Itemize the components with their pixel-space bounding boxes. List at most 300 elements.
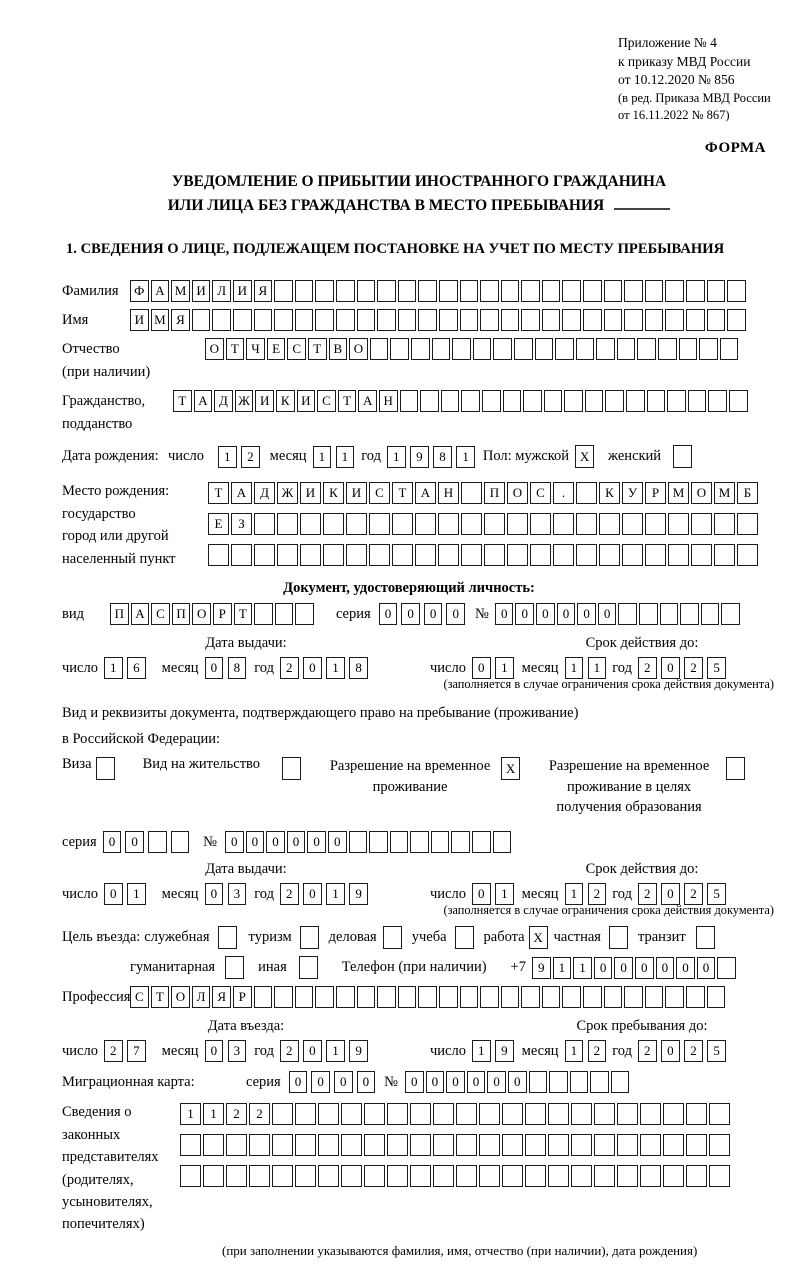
form-cell[interactable]: С — [317, 390, 336, 412]
form-cell[interactable] — [439, 280, 458, 302]
form-cell[interactable]: 0 — [357, 1071, 376, 1093]
form-cell[interactable]: Т — [151, 986, 170, 1008]
form-cell[interactable] — [433, 1103, 454, 1125]
form-cell[interactable]: 2 — [280, 1040, 299, 1062]
stay-month[interactable] — [565, 1040, 607, 1062]
form-cell[interactable] — [357, 280, 376, 302]
residence-valid-year[interactable] — [638, 883, 726, 905]
form-cell[interactable]: А — [194, 390, 213, 412]
form-cell[interactable]: П — [172, 603, 191, 625]
form-cell[interactable] — [432, 338, 451, 360]
form-cell[interactable] — [576, 544, 597, 566]
form-cell[interactable] — [549, 1071, 568, 1093]
form-cell[interactable]: 0 — [103, 831, 122, 853]
temp-residence-checkbox[interactable] — [501, 757, 520, 780]
form-cell[interactable]: Е — [267, 338, 286, 360]
visa-checkbox[interactable] — [96, 757, 115, 780]
form-cell[interactable]: И — [192, 280, 211, 302]
form-cell[interactable]: А — [415, 482, 436, 504]
form-cell[interactable] — [521, 280, 540, 302]
form-cell[interactable]: А — [358, 390, 377, 412]
form-cell[interactable]: 0 — [303, 1040, 322, 1062]
form-cell[interactable] — [336, 280, 355, 302]
form-cell[interactable]: 0 — [661, 1040, 680, 1062]
form-cell[interactable]: 0 — [577, 603, 596, 625]
form-cell[interactable]: Д — [254, 482, 275, 504]
form-cell[interactable]: 0 — [426, 1071, 445, 1093]
form-cell[interactable] — [686, 986, 705, 1008]
form-cell[interactable]: 0 — [266, 831, 285, 853]
form-cell[interactable] — [679, 338, 698, 360]
form-cell[interactable]: 0 — [446, 1071, 465, 1093]
form-cell[interactable] — [542, 309, 561, 331]
birth-month-boxes[interactable] — [313, 446, 355, 468]
form-cell[interactable] — [484, 544, 505, 566]
form-cell[interactable]: М — [668, 482, 689, 504]
form-cell[interactable] — [590, 1071, 609, 1093]
form-cell[interactable] — [275, 603, 294, 625]
form-cell[interactable] — [663, 1134, 684, 1156]
birth-place-row2-boxes[interactable] — [208, 513, 758, 535]
form-cell[interactable] — [640, 1134, 661, 1156]
form-cell[interactable] — [392, 513, 413, 535]
form-cell[interactable] — [410, 1134, 431, 1156]
form-cell[interactable] — [300, 513, 321, 535]
form-cell[interactable]: 0 — [594, 957, 613, 979]
sex-male-checkbox[interactable] — [575, 445, 594, 468]
form-cell[interactable]: Р — [233, 986, 252, 1008]
form-cell[interactable] — [624, 986, 643, 1008]
form-cell[interactable] — [272, 1103, 293, 1125]
form-cell[interactable] — [645, 309, 664, 331]
form-cell[interactable] — [410, 1103, 431, 1125]
form-cell[interactable] — [529, 1071, 548, 1093]
form-cell[interactable] — [208, 544, 229, 566]
form-cell[interactable] — [594, 1165, 615, 1187]
form-cell[interactable]: 2 — [104, 1040, 123, 1062]
form-cell[interactable]: В — [329, 338, 348, 360]
form-cell[interactable]: 1 — [565, 883, 584, 905]
form-cell[interactable]: 1 — [326, 883, 345, 905]
form-cell[interactable]: 2 — [588, 1040, 607, 1062]
form-cell[interactable] — [369, 544, 390, 566]
form-cell[interactable] — [562, 309, 581, 331]
form-cell[interactable] — [618, 603, 637, 625]
form-cell[interactable]: 0 — [635, 957, 654, 979]
form-cell[interactable]: 0 — [125, 831, 144, 853]
form-cell[interactable] — [553, 513, 574, 535]
form-cell[interactable]: 0 — [472, 657, 491, 679]
form-cell[interactable] — [645, 513, 666, 535]
form-cell[interactable] — [611, 1071, 630, 1093]
stay-day[interactable] — [472, 1040, 514, 1062]
form-cell[interactable] — [640, 1165, 661, 1187]
form-cell[interactable] — [501, 280, 520, 302]
form-cell[interactable] — [295, 986, 314, 1008]
form-cell[interactable]: 2 — [280, 657, 299, 679]
form-cell[interactable] — [553, 544, 574, 566]
purpose-transit-checkbox[interactable] — [696, 926, 715, 949]
form-cell[interactable] — [737, 544, 758, 566]
form-cell[interactable] — [295, 280, 314, 302]
form-cell[interactable] — [420, 390, 439, 412]
doc-number-boxes[interactable] — [495, 603, 740, 625]
form-cell[interactable] — [461, 544, 482, 566]
stay-year[interactable] — [638, 1040, 726, 1062]
form-cell[interactable] — [507, 513, 528, 535]
form-cell[interactable] — [562, 986, 581, 1008]
form-cell[interactable] — [451, 831, 470, 853]
form-cell[interactable]: 0 — [205, 883, 224, 905]
purpose-humanitarian-checkbox[interactable] — [225, 956, 244, 979]
form-cell[interactable]: И — [233, 280, 252, 302]
form-cell[interactable] — [507, 544, 528, 566]
form-cell[interactable] — [277, 544, 298, 566]
form-cell[interactable]: 0 — [598, 603, 617, 625]
form-cell[interactable]: 0 — [334, 1071, 353, 1093]
form-cell[interactable]: Р — [645, 482, 666, 504]
patronymic-boxes[interactable] — [205, 338, 738, 360]
form-cell[interactable]: Т — [338, 390, 357, 412]
form-cell[interactable] — [502, 1103, 523, 1125]
form-cell[interactable] — [479, 1103, 500, 1125]
form-cell[interactable] — [295, 603, 314, 625]
form-cell[interactable] — [357, 309, 376, 331]
doc-valid-year[interactable] — [638, 657, 726, 679]
form-cell[interactable] — [714, 513, 735, 535]
form-cell[interactable] — [686, 1165, 707, 1187]
form-cell[interactable] — [415, 544, 436, 566]
form-cell[interactable]: М — [171, 280, 190, 302]
birth-place-row1-boxes[interactable] — [208, 482, 758, 504]
form-cell[interactable]: 0 — [614, 957, 633, 979]
form-cell[interactable]: 1 — [313, 446, 332, 468]
form-cell[interactable] — [709, 1134, 730, 1156]
form-cell[interactable] — [503, 390, 522, 412]
form-cell[interactable] — [390, 831, 409, 853]
form-cell[interactable]: 0 — [515, 603, 534, 625]
form-cell[interactable]: 1 — [565, 1040, 584, 1062]
form-cell[interactable] — [461, 482, 482, 504]
form-cell[interactable] — [272, 1165, 293, 1187]
doc-valid-day[interactable] — [472, 657, 514, 679]
form-cell[interactable]: 0 — [303, 883, 322, 905]
form-cell[interactable] — [727, 280, 746, 302]
migration-series-boxes[interactable] — [289, 1071, 375, 1093]
form-cell[interactable] — [225, 956, 244, 979]
entry-day[interactable] — [104, 1040, 146, 1062]
form-cell[interactable] — [390, 338, 409, 360]
form-cell[interactable] — [226, 1134, 247, 1156]
residence-permit-checkbox[interactable] — [282, 757, 301, 780]
form-cell[interactable]: Д — [214, 390, 233, 412]
form-cell[interactable] — [680, 603, 699, 625]
form-cell[interactable] — [212, 309, 231, 331]
form-cell[interactable] — [544, 390, 563, 412]
form-cell[interactable]: М — [714, 482, 735, 504]
form-cell[interactable] — [640, 1103, 661, 1125]
form-cell[interactable]: Я — [212, 986, 231, 1008]
form-cell[interactable] — [272, 1134, 293, 1156]
form-cell[interactable]: 0 — [379, 603, 398, 625]
form-cell[interactable] — [525, 1103, 546, 1125]
form-cell[interactable] — [525, 1134, 546, 1156]
purpose-tourism-checkbox[interactable] — [300, 926, 319, 949]
form-cell[interactable] — [192, 309, 211, 331]
form-cell[interactable] — [295, 1103, 316, 1125]
form-cell[interactable] — [502, 1134, 523, 1156]
doc-valid-month[interactable] — [565, 657, 607, 679]
form-cell[interactable]: О — [691, 482, 712, 504]
form-cell[interactable] — [318, 1165, 339, 1187]
form-cell[interactable] — [346, 544, 367, 566]
form-cell[interactable] — [673, 445, 692, 468]
form-cell[interactable] — [645, 544, 666, 566]
form-cell[interactable]: Н — [379, 390, 398, 412]
form-cell[interactable]: 0 — [205, 657, 224, 679]
form-cell[interactable]: 9 — [495, 1040, 514, 1062]
form-cell[interactable] — [370, 338, 389, 360]
form-cell[interactable] — [686, 280, 705, 302]
form-cell[interactable]: 2 — [638, 657, 657, 679]
form-cell[interactable]: А — [231, 482, 252, 504]
form-cell[interactable]: 9 — [349, 883, 368, 905]
form-cell[interactable]: 9 — [410, 446, 429, 468]
form-cell[interactable] — [411, 338, 430, 360]
form-cell[interactable] — [564, 390, 583, 412]
form-cell[interactable]: Л — [212, 280, 231, 302]
form-cell[interactable] — [387, 1134, 408, 1156]
form-cell[interactable] — [315, 986, 334, 1008]
form-cell[interactable] — [668, 513, 689, 535]
form-cell[interactable]: С — [369, 482, 390, 504]
form-cell[interactable] — [624, 280, 643, 302]
form-cell[interactable]: 0 — [467, 1071, 486, 1093]
birth-day-boxes[interactable] — [218, 446, 260, 468]
form-cell[interactable]: Н — [438, 482, 459, 504]
form-cell[interactable] — [493, 338, 512, 360]
form-cell[interactable] — [318, 1103, 339, 1125]
birth-place-row3-boxes[interactable] — [208, 544, 758, 566]
form-cell[interactable]: 0 — [697, 957, 716, 979]
sex-female-checkbox[interactable] — [673, 445, 692, 468]
form-cell[interactable] — [714, 544, 735, 566]
form-cell[interactable]: 0 — [446, 603, 465, 625]
form-cell[interactable] — [300, 544, 321, 566]
form-cell[interactable] — [542, 986, 561, 1008]
form-cell[interactable] — [96, 757, 115, 780]
form-cell[interactable]: К — [323, 482, 344, 504]
form-cell[interactable]: 1 — [326, 657, 345, 679]
form-cell[interactable] — [548, 1134, 569, 1156]
form-cell[interactable]: 1 — [387, 446, 406, 468]
form-cell[interactable] — [530, 544, 551, 566]
form-cell[interactable]: И — [255, 390, 274, 412]
form-cell[interactable] — [523, 390, 542, 412]
form-cell[interactable] — [295, 309, 314, 331]
purpose-study-checkbox[interactable] — [455, 926, 474, 949]
entry-year[interactable] — [280, 1040, 368, 1062]
form-cell[interactable] — [583, 309, 602, 331]
form-cell[interactable] — [555, 338, 574, 360]
form-cell[interactable] — [571, 1165, 592, 1187]
form-cell[interactable]: 0 — [661, 657, 680, 679]
form-cell[interactable] — [226, 1165, 247, 1187]
form-cell[interactable] — [341, 1103, 362, 1125]
form-cell[interactable] — [364, 1134, 385, 1156]
form-cell[interactable] — [452, 338, 471, 360]
form-cell[interactable] — [410, 831, 429, 853]
form-cell[interactable]: 1 — [573, 957, 592, 979]
form-cell[interactable] — [383, 926, 402, 949]
form-cell[interactable] — [398, 986, 417, 1008]
form-cell[interactable] — [295, 1134, 316, 1156]
form-cell[interactable]: Ж — [277, 482, 298, 504]
form-cell[interactable]: О — [192, 603, 211, 625]
form-cell[interactable] — [231, 544, 252, 566]
form-cell[interactable] — [665, 309, 684, 331]
form-cell[interactable] — [274, 309, 293, 331]
form-cell[interactable]: 0 — [401, 603, 420, 625]
form-cell[interactable] — [571, 1103, 592, 1125]
citizenship-boxes[interactable] — [173, 390, 748, 412]
form-cell[interactable] — [460, 309, 479, 331]
form-cell[interactable] — [535, 338, 554, 360]
form-cell[interactable]: 2 — [684, 883, 703, 905]
form-cell[interactable]: Е — [208, 513, 229, 535]
form-cell[interactable]: 0 — [557, 603, 576, 625]
form-cell[interactable] — [707, 986, 726, 1008]
form-cell[interactable]: 0 — [508, 1071, 527, 1093]
residence-issue-year[interactable] — [280, 883, 368, 905]
form-cell[interactable]: Т — [173, 390, 192, 412]
form-cell[interactable]: П — [484, 482, 505, 504]
form-cell[interactable] — [686, 1134, 707, 1156]
form-cell[interactable] — [254, 603, 273, 625]
form-cell[interactable]: 0 — [287, 831, 306, 853]
form-cell[interactable] — [300, 926, 319, 949]
form-cell[interactable] — [203, 1165, 224, 1187]
form-cell[interactable] — [576, 482, 597, 504]
form-cell[interactable] — [433, 1165, 454, 1187]
form-cell[interactable] — [720, 338, 739, 360]
form-cell[interactable] — [456, 1165, 477, 1187]
form-cell[interactable] — [576, 338, 595, 360]
form-cell[interactable]: . — [553, 482, 574, 504]
form-cell[interactable] — [637, 338, 656, 360]
form-cell[interactable]: И — [297, 390, 316, 412]
form-cell[interactable]: 0 — [307, 831, 326, 853]
form-cell[interactable] — [571, 1134, 592, 1156]
form-cell[interactable] — [439, 309, 458, 331]
residence-issue-month[interactable] — [205, 883, 247, 905]
purpose-official-checkbox[interactable] — [218, 926, 237, 949]
form-cell[interactable] — [254, 544, 275, 566]
form-cell[interactable]: И — [130, 309, 149, 331]
form-cell[interactable] — [609, 926, 628, 949]
form-cell[interactable] — [171, 831, 190, 853]
form-cell[interactable] — [369, 831, 388, 853]
form-cell[interactable] — [645, 986, 664, 1008]
residence-valid-day[interactable] — [472, 883, 514, 905]
form-cell[interactable] — [277, 513, 298, 535]
form-cell[interactable] — [473, 338, 492, 360]
form-cell[interactable] — [479, 1134, 500, 1156]
form-cell[interactable]: Я — [171, 309, 190, 331]
form-cell[interactable] — [688, 390, 707, 412]
form-cell[interactable] — [585, 390, 604, 412]
form-cell[interactable]: С — [130, 986, 149, 1008]
form-cell[interactable] — [218, 926, 237, 949]
form-cell[interactable] — [514, 338, 533, 360]
form-cell[interactable]: М — [151, 309, 170, 331]
form-cell[interactable]: 1 — [495, 657, 514, 679]
entry-month[interactable] — [205, 1040, 247, 1062]
form-cell[interactable] — [501, 986, 520, 1008]
form-cell[interactable]: С — [530, 482, 551, 504]
doc-issue-year[interactable] — [280, 657, 368, 679]
form-cell[interactable]: 8 — [228, 657, 247, 679]
form-cell[interactable] — [484, 513, 505, 535]
form-cell[interactable] — [455, 926, 474, 949]
form-cell[interactable] — [729, 390, 748, 412]
form-cell[interactable] — [438, 513, 459, 535]
form-cell[interactable] — [501, 309, 520, 331]
form-cell[interactable] — [727, 309, 746, 331]
form-cell[interactable] — [686, 1103, 707, 1125]
form-cell[interactable]: П — [110, 603, 129, 625]
form-cell[interactable] — [323, 544, 344, 566]
form-cell[interactable]: 0 — [472, 883, 491, 905]
form-cell[interactable] — [460, 986, 479, 1008]
form-cell[interactable]: З — [231, 513, 252, 535]
form-cell[interactable] — [708, 390, 727, 412]
doc-series-boxes[interactable] — [379, 603, 465, 625]
form-cell[interactable] — [418, 280, 437, 302]
form-cell[interactable]: 0 — [246, 831, 265, 853]
form-cell[interactable] — [410, 1165, 431, 1187]
form-cell[interactable]: 1 — [326, 1040, 345, 1062]
form-cell[interactable]: X — [575, 445, 594, 468]
form-cell[interactable] — [562, 280, 581, 302]
form-cell[interactable]: О — [205, 338, 224, 360]
form-cell[interactable]: 8 — [433, 446, 452, 468]
form-cell[interactable]: 1 — [127, 883, 146, 905]
form-cell[interactable] — [456, 1103, 477, 1125]
form-cell[interactable]: И — [300, 482, 321, 504]
form-cell[interactable]: 0 — [311, 1071, 330, 1093]
form-cell[interactable] — [624, 309, 643, 331]
legal-reps-row2-boxes[interactable] — [180, 1134, 730, 1156]
form-cell[interactable] — [456, 1134, 477, 1156]
form-cell[interactable] — [583, 280, 602, 302]
form-cell[interactable] — [364, 1165, 385, 1187]
form-cell[interactable]: 0 — [303, 657, 322, 679]
form-cell[interactable] — [667, 390, 686, 412]
form-cell[interactable]: 5 — [707, 657, 726, 679]
form-cell[interactable]: 6 — [127, 657, 146, 679]
form-cell[interactable]: Ж — [235, 390, 254, 412]
form-cell[interactable] — [461, 390, 480, 412]
form-cell[interactable] — [180, 1165, 201, 1187]
residence-valid-month[interactable] — [565, 883, 607, 905]
form-cell[interactable] — [460, 280, 479, 302]
form-cell[interactable]: Р — [213, 603, 232, 625]
form-cell[interactable] — [295, 1165, 316, 1187]
form-cell[interactable]: 0 — [656, 957, 675, 979]
form-cell[interactable] — [254, 309, 273, 331]
form-cell[interactable] — [493, 831, 512, 853]
